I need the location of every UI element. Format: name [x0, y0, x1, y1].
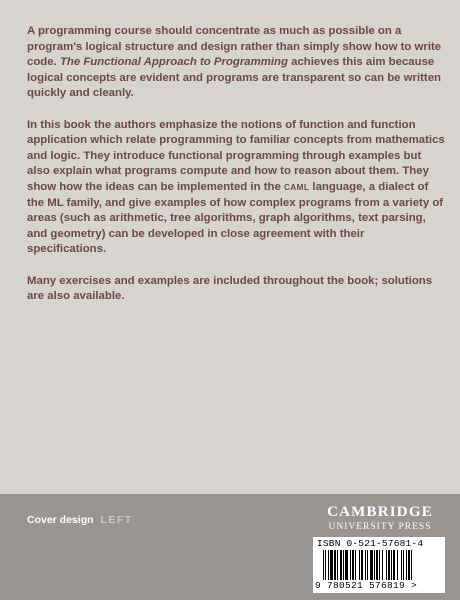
caml-smallcaps: CAML [283, 182, 310, 192]
blurb-paragraph-2 [27, 118, 445, 258]
publisher-logo [313, 502, 447, 534]
blurb-paragraph-1 [27, 24, 445, 102]
barcode-icon [323, 550, 435, 580]
blurb-p2-text-a: In this book the authors emphasize the notions of function and function application which relate programming to familiar concepts from mathematics and logic. They introduce functional programming through examples but also explain what programs compute and how to reason about them. They show how the ideas can be implemented in the [27, 118, 445, 193]
blurb-p2-text-b: language, a dialect of the ML family, and give examples of how complex programs from a variety of areas (such as arithmetic, tree algorithms, graph algorithms, text parsing, and geometry) can be developed in close agreement with their specifications. [27, 180, 444, 256]
isbn-label: ISBN 0-521-57681-4 [317, 538, 424, 549]
blurb-p1-text-b: achieves this aim because logical concepts are evident and programs are transparent so can be written quickly and cleanly. [27, 56, 441, 100]
blurb-paragraph-3: Many exercises and examples are included throughout the book; solutions are also available. [27, 274, 433, 303]
blurb-p1-text-a: A programming course should concentrate as much as possible on a program's logical structure and design rather than simply show how to write code. [27, 25, 442, 69]
credit-label: Cover design [27, 514, 94, 526]
barcode-digits: 9 780521 576819 > [315, 580, 418, 591]
cover-design-credit [27, 514, 133, 526]
isbn-barcode-box [313, 537, 445, 593]
book-title: The Functional Approach to Programming [59, 56, 288, 69]
back-cover-blurb [27, 24, 445, 320]
publisher-subname: UNIVERSITY PRESS [328, 522, 432, 532]
credit-designer-name: LEFT [100, 514, 133, 526]
publisher-name: CAMBRIDGE [327, 504, 433, 520]
